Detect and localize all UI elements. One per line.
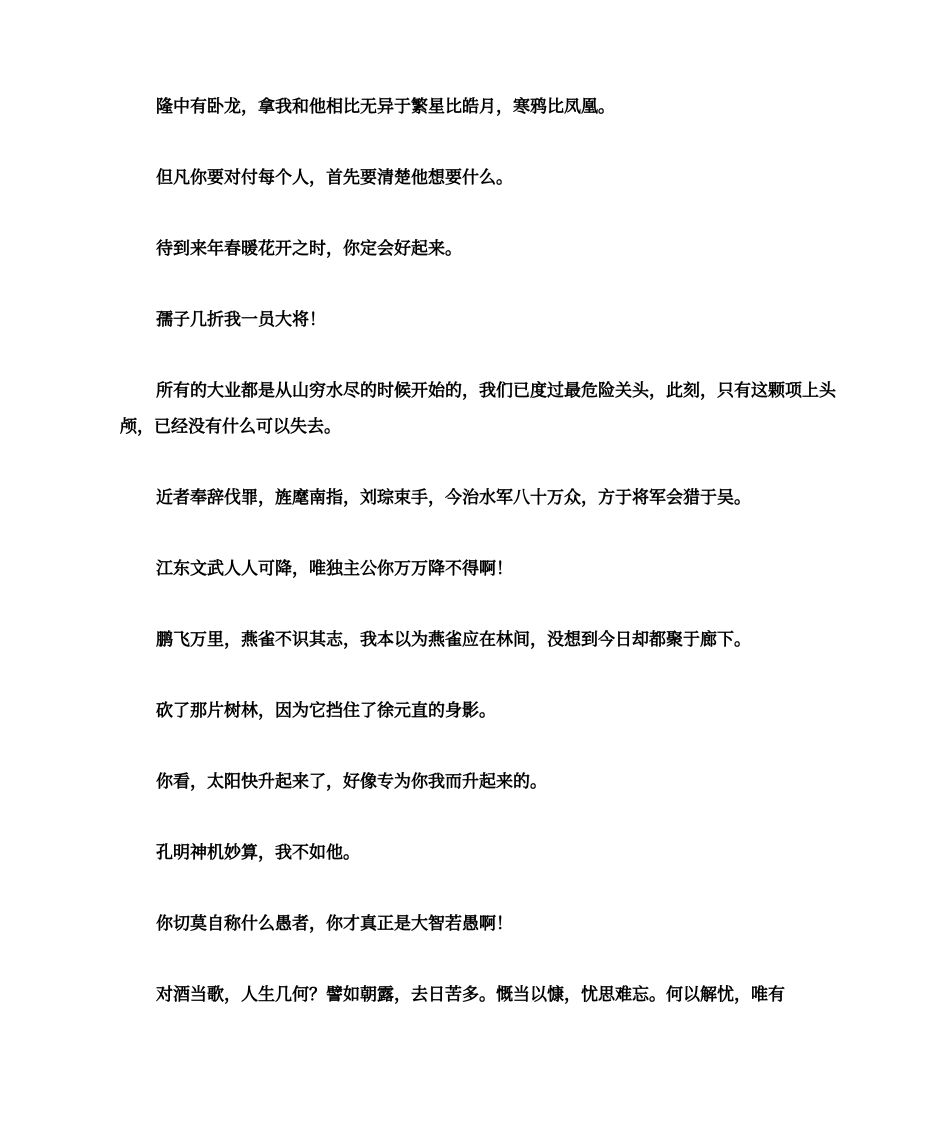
document-body [120,90,840,1049]
paragraph: 近者奉辞伐罪，旌麾南指，刘琮束手，今治水军八十万众，方于将军会猎于吴。 [156,487,751,508]
paragraph: 你切莫自称什么愚者，你才真正是大智若愚啊！ [156,913,513,934]
paragraph: 所有的大业都是从山穷水尽的时候开始的，我们已度过最危险关头，此刻，只有这颗项上头颅，已经没有什么可以失去。 [120,381,836,437]
paragraph: 砍了那片树林，因为它挡住了徐元直的身影。 [156,700,496,721]
paragraph: 孔明神机妙算，我不如他。 [156,842,360,863]
paragraph: 鹏飞万里，燕雀不识其志，我本以为燕雀应在林间，没想到今日却都聚于廊下。 [156,629,751,650]
paragraph: 但凡你要对付每个人，首先要清楚他想要什么。 [156,168,513,188]
paragraph: 孺子几折我一员大将！ [156,310,326,330]
paragraph: 你看，太阳快升起来了，好像专为你我而升起来的。 [156,771,547,792]
paragraph: 江东文武人人可降，唯独主公你万万降不得啊！ [156,558,513,579]
paragraph: 隆中有卧龙，拿我和他相比无异于繁星比皓月，寒鸦比凤凰。 [156,97,615,117]
paragraph: 对酒当歌，人生几何？譬如朝露，去日苦多。慨当以慷，忧思难忘。何以解忧，唯有 [156,984,785,1005]
paragraph: 待到来年春暖花开之时，你定会好起来。 [156,239,462,259]
